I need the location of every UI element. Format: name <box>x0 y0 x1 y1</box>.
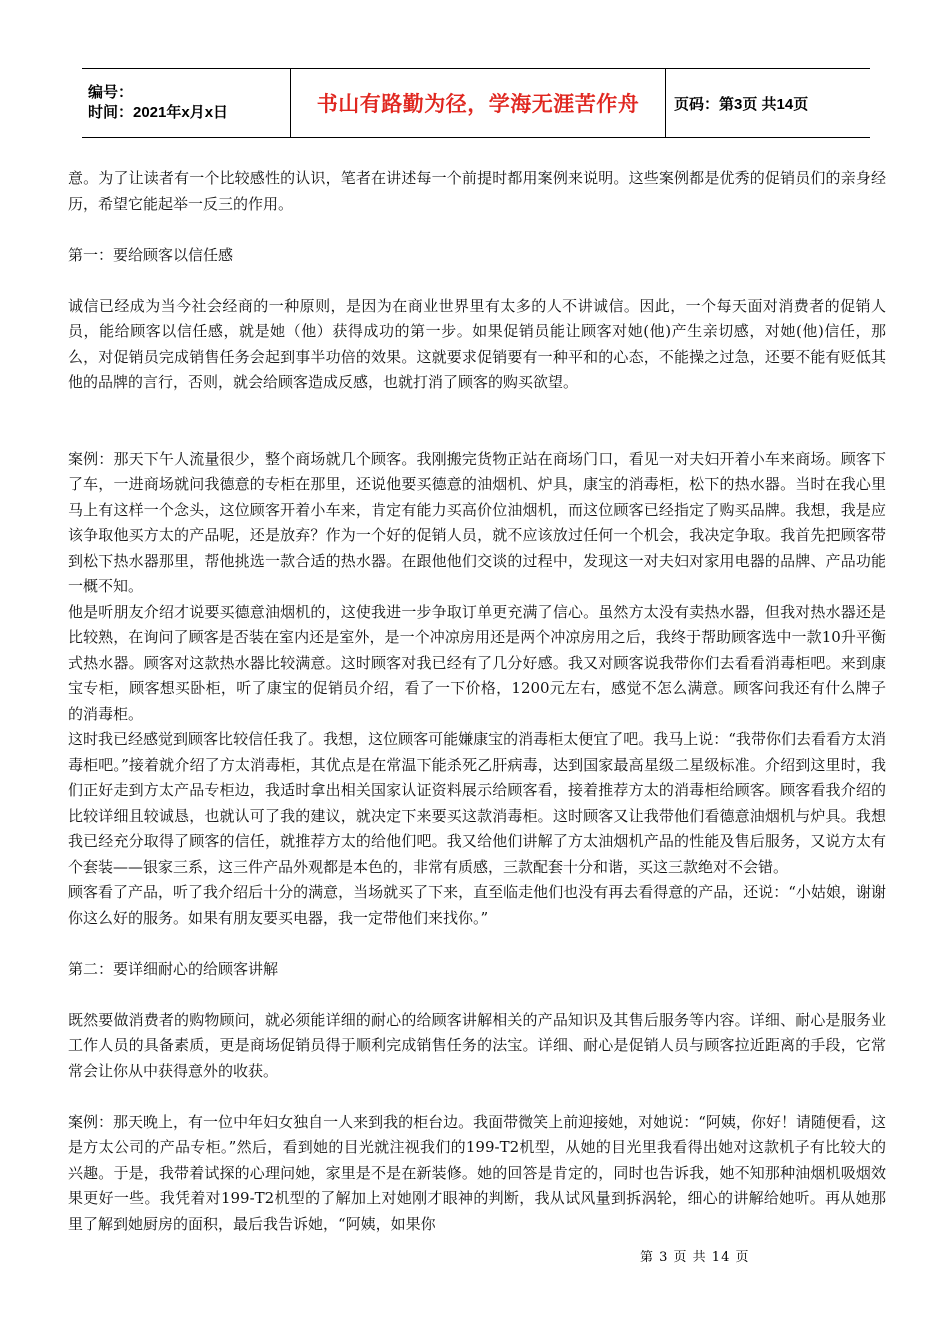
header-motto-cell <box>291 69 666 138</box>
header-motto: 书山有路勤为径，学海无涯苦作舟 <box>316 92 640 116</box>
paragraph: 顾客看了产品，听了我介绍后十分的满意，当场就买了下来，直至临走他们也没有再去看得意的产品，还说：“小姑娘，谢谢你这么好的服务。如果有朋友要买电器，我一定带他们来找你。” <box>68 883 886 927</box>
paragraph: 他是听朋友介绍才说要买德意油烟机的，这使我进一步争取订单更充满了信心。虽然方太没有卖热水器，但我对热水器还是比较熟，在询问了顾客是否装在室内还是室外，是一个冲凉房用还是两个冲凉房用之后，我终于帮助顾客选中一款10升平衡式热水器。顾客对这款热水器比较满意。这时顾客对我已经有了几分好感。我又对顾客说我带你们去看看消毒柜吧。来到康宝专柜，顾客想买卧柜，听了康宝的促销员介绍，看了一下价格，1200元左右，感觉不怎么满意。顾客问我还有什么牌子的消毒柜。 <box>68 602 886 723</box>
header-meta-cell <box>82 69 291 138</box>
page-footer: 第 3 页 共 14 页 <box>640 1250 750 1265</box>
section-heading: 第一：要给顾客以信任感 <box>68 245 234 264</box>
document-number-label: 编号： <box>88 84 134 101</box>
paragraph: 这时我已经感觉到顾客比较信任我了。我想，这位顾客可能嫌康宝的消毒柜太便宜了吧。我马上说：“我带你们去看看方太消毒柜吧。”接着就介绍了方太消毒柜，其优点是在常温下能杀死乙肝病毒，达到国家最高星级二星级标准。介绍到这里时，我们正好走到方太产品专柜边，我适时拿出相关国家认证资料展示给顾客看，接着推荐方太的消毒柜给顾客。顾客看我介绍的比较详细且较诚恳，也就认可了我的建议，就决定下来要买这款消毒柜。这时顾客又让我带他们看德意油烟机与炉具。我想我已经充分取得了顾客的信任，就推荐方太的给他们吧。我又给他们讲解了方太油烟机产品的性能及售后服务，又说方太有个套装——银家三系，这三件产品外观都是本色的，非常有质感，三款配套十分和谐，买这三款绝对不会错。 <box>68 730 886 876</box>
header-page-info: 页码：第3页 共14页 <box>674 95 809 113</box>
page-header <box>82 68 870 138</box>
paragraph: 诚信已经成为当今社会经商的一种原则，是因为在商业世界里有太多的人不讲诚信。因此，一个每天面对消费者的促销人员，能给顾客以信任感，就是她（他）获得成功的第一步。如果促销员能让顾客对她(他)产生亲切感，对她(他)信任，那么，对促销员完成销售任务会起到事半功倍的效果。这就要求促销要有一种平和的心态，不能操之过急，还要不能有贬低其他的品牌的言行，否则，就会给顾客造成反感，也就打消了顾客的购买欲望。 <box>68 296 886 391</box>
paragraph: 案例：那天晚上，有一位中年妇女独自一人来到我的柜台边。我面带微笑上前迎接她，对她说：“阿姨，你好！请随便看，这是方太公司的产品专柜。”然后，看到她的目光就注视我们的199-T2机型，从她的目光里我看得出她对这款机子有比较大的兴趣。于是，我带着试探的心理问她，家里是不是在新装修。她的回答是肯定的，同时也告诉我，她不知那种油烟机吸烟效果更好一些。我凭着对199-T2机型的了解加上对她刚才眼神的判断，我从试风量到拆涡轮，细心的讲解给她听。再从她那里了解到她厨房的面积，最后我告诉她，“阿姨，如果你 <box>68 1112 886 1233</box>
document-date: 时间：2021年x月x日 <box>88 104 229 121</box>
section-heading: 第二：要详细耐心的给顾客讲解 <box>68 959 279 978</box>
paragraph: 既然要做消费者的购物顾问，就必须能详细的耐心的给顾客讲解相关的产品知识及其售后服务等内容。详细、耐心是服务业工作人员的具备素质，更是商场促销员得于顺利完成销售任务的法宝。详细、耐心是促销人员与顾客拉近距离的手段，它常常会让你从中获得意外的收获。 <box>68 1010 886 1080</box>
header-page-cell <box>666 69 871 138</box>
document-body <box>68 166 886 1237</box>
paragraph: 意。为了让读者有一个比较感性的认识，笔者在讲述每一个前提时都用案例来说明。这些案例都是优秀的促销员们的亲身经历，希望它能起举一反三的作用。 <box>68 169 886 213</box>
paragraph: 案例：那天下午人流量很少，整个商场就几个顾客。我刚搬完货物正站在商场门口，看见一对夫妇开着小车来商场。顾客下了车，一进商场就问我德意的专柜在那里，还说他要买德意的油烟机、炉具，康宝的消毒柜，松下的热水器。当时在我心里马上有这样一个念头，这位顾客开着小车来，肯定有能力买高价位油烟机，而这位顾客已经指定了购买品牌。我想，我是应该争取他买方太的产品呢，还是放弃？作为一个好的促销人员，就不应该放过任何一个机会，我决定争取。我首先把顾客带到松下热水器那里，帮他挑选一款合适的热水器。在跟他他们交谈的过程中，发现这一对夫妇对家用电器的品牌、产品功能一概不知。 <box>68 449 886 595</box>
